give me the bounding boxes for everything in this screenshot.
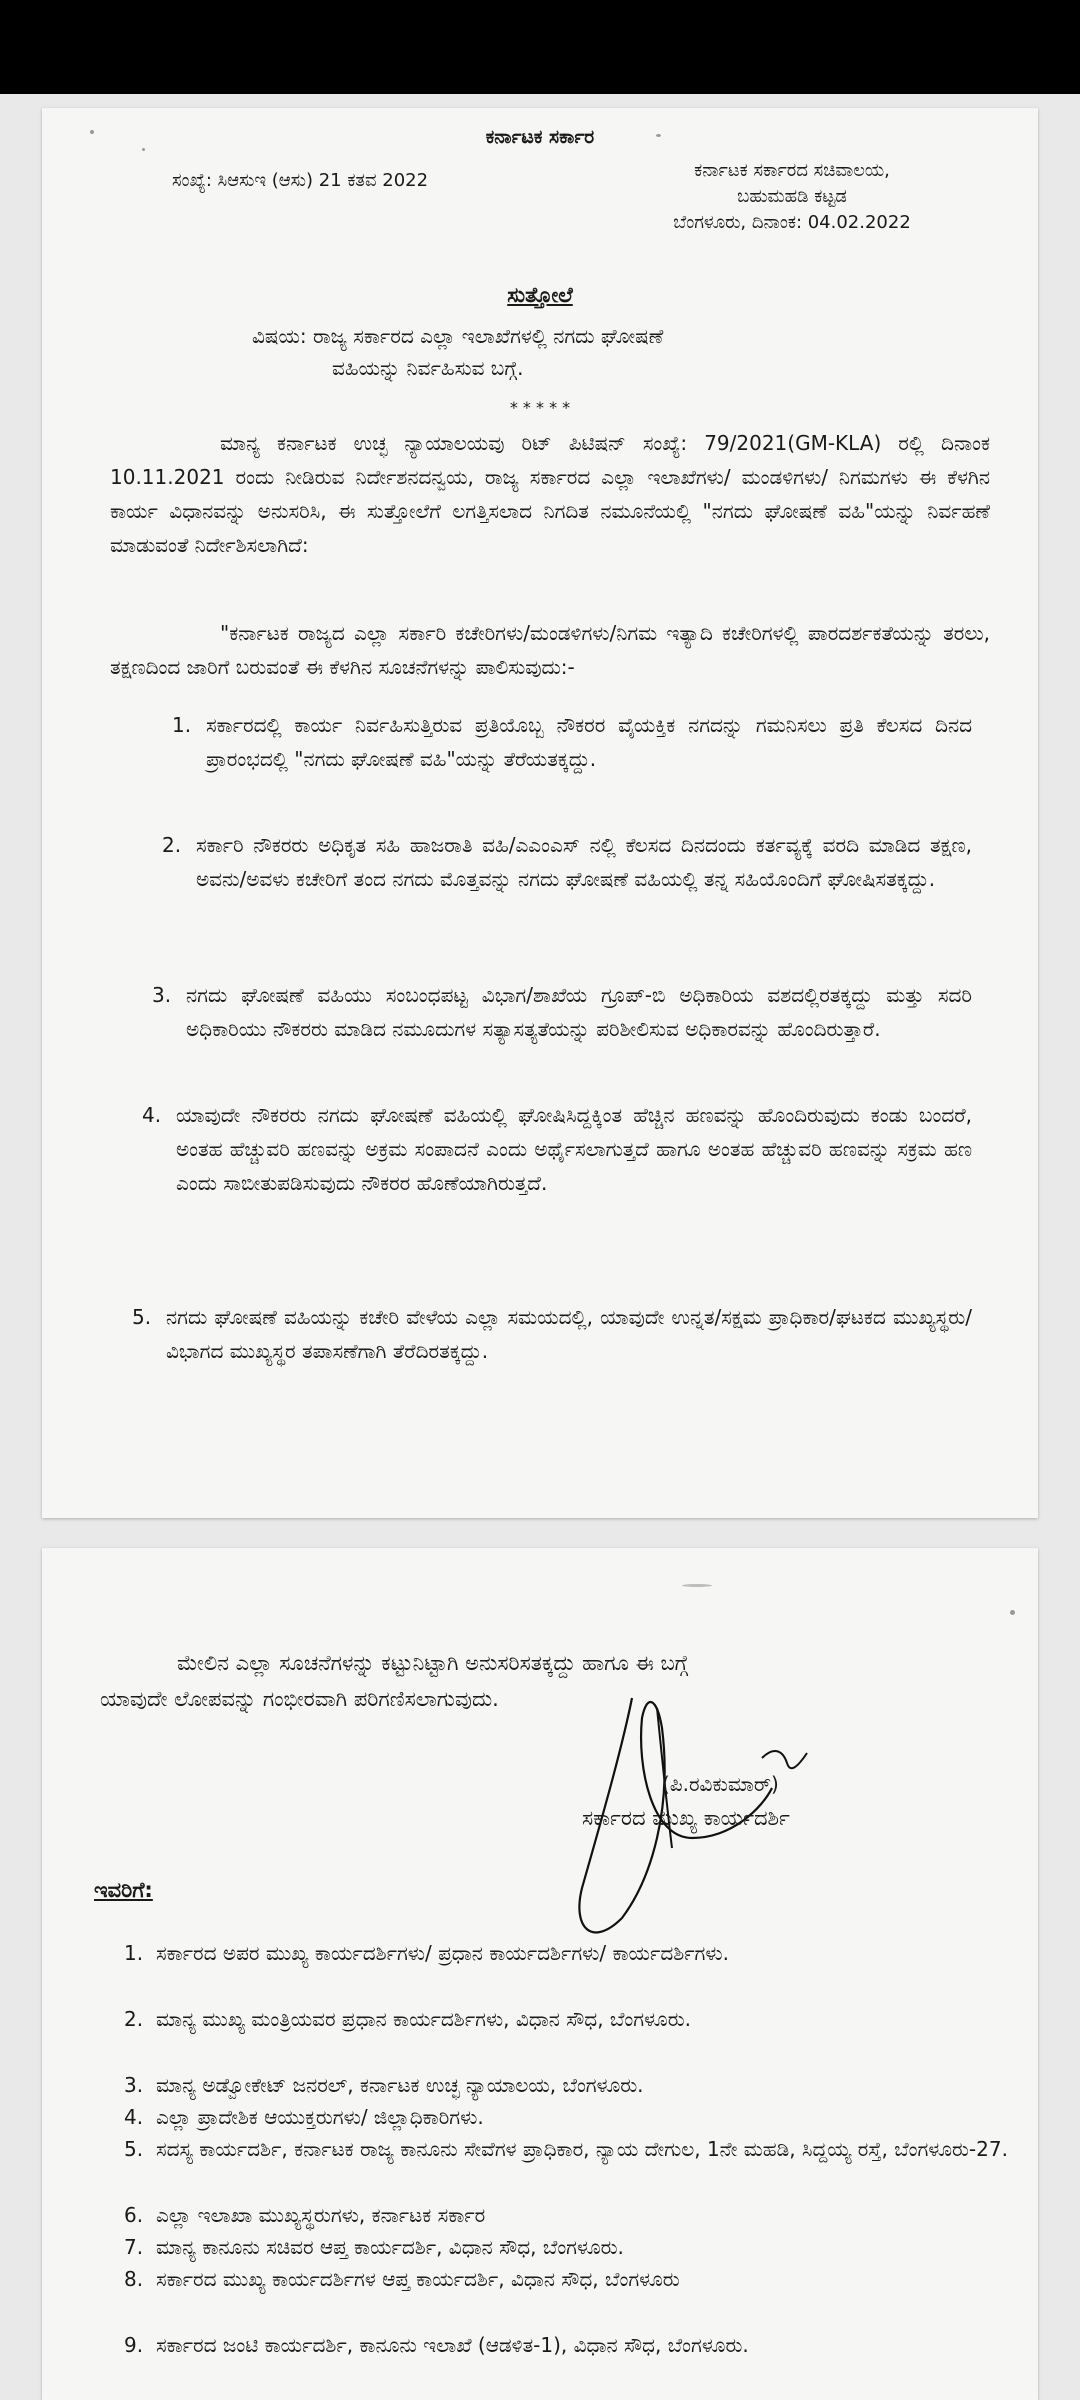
address-line: ಬೆಂಗಳೂರು, ದಿನಾಂಕ: 04.02.2022: [673, 212, 911, 233]
list-text: ಸರ್ಕಾರಿ ನೌಕರರು ಅಧಿಕೃತ ಸಹಿ ಹಾಜರಾತಿ ವಹಿ/ಎಎಂಎಸ್ ನಲ್ಲಿ ಕೆಲಸದ ದಿನದಂದು ಕರ್ತವ್ಯಕ್ಕೆ ವರದಿ ಮಾಡಿದ ತಕ್ಷಣ, ಅವನು/ಅವಳು ಕಚೇರಿಗೆ ತಂದ ನಗದು ಮೊತ್ತವನ್ನು ನಗದು ಘೋಷಣೆ ವಹಿಯಲ್ಲಿ ತನ್ನ ಸಹಿಯೊಂದಿಗೆ ಘೋಷಿಸತಕ್ಕದ್ದು.: [196, 833, 972, 891]
list-number: 8.: [124, 2267, 144, 2291]
subject-line: ವಿಷಯ: ರಾಜ್ಯ ಸರ್ಕಾರದ ಎಲ್ಲಾ ಇಲಾಖೆಗಳಲ್ಲಿ ನಗದು ಘೋಷಣೆ: [252, 324, 664, 348]
signatory-title: ಸರ್ಕಾರದ ಮುಖ್ಯ ಕಾರ್ಯದರ್ಶಿ: [582, 1806, 790, 1830]
reference-number: ಸಂಖ್ಯೆ: ಸಿಆಸುಇ (ಆಸು) 21 ಕತವ 2022: [172, 170, 429, 191]
scan-speck: [1010, 1610, 1015, 1615]
page-header: ಕರ್ನಾಟಕ ಸರ್ಕಾರ: [485, 126, 595, 148]
list-text: ಸರ್ಕಾರದ ಜಂಟಿ ಕಾರ್ಯದರ್ಶಿ, ಕಾನೂನು ಇಲಾಖೆ (ಆಡಳಿತ-1), ವಿಧಾನ ಸೌಧ, ಬೆಂಗಳೂರು.: [156, 2333, 749, 2357]
subject-line: ವಹಿಯನ್ನು ನಿರ್ವಹಿಸುವ ಬಗ್ಗೆ.: [332, 356, 524, 380]
list-text: ಸರ್ಕಾರದ ಮುಖ್ಯ ಕಾರ್ಯದರ್ಶಿಗಳ ಆಪ್ತ ಕಾರ್ಯದರ್ಶಿ, ವಿಧಾನ ಸೌಧ, ಬೆಂಗಳೂರು: [156, 2267, 680, 2291]
subject: [252, 320, 663, 384]
list-number: 2.: [124, 2007, 144, 2031]
document-page-2: [42, 1548, 1038, 2400]
signatory-name: (ಪಿ.ರವಿಕುಮಾರ್): [662, 1772, 779, 1796]
list-text: ಮಾನ್ಯ ಅಡ್ವೋಕೇಟ್ ಜನರಲ್, ಕರ್ನಾಟಕ ಉಚ್ಛ ನ್ಯಾಯಾಲಯ, ಬೆಂಗಳೂರು.: [156, 2073, 644, 2097]
list-number: 7.: [124, 2235, 144, 2259]
status-bar: [0, 0, 1080, 94]
list-text: ಸರ್ಕಾರದಲ್ಲಿ ಕಾರ್ಯ ನಿರ್ವಹಿಸುತ್ತಿರುವ ಪ್ರತಿಯೊಬ್ಬ ನೌಕರರ ವೈಯಕ್ತಿಕ ನಗದನ್ನು ಗಮನಿಸಲು ಪ್ರತಿ ಕೆಲಸದ ದಿನದ ಪ್ರಾರಂಭದಲ್ಲಿ "ನಗದು ಘೋಷಣೆ ವಹಿ"ಯನ್ನು ತೆರೆಯತಕ್ಕದ್ದು.: [206, 713, 972, 771]
list-number: 3.: [124, 2073, 144, 2097]
recipients-label: ಇವರಿಗೆ:: [94, 1878, 153, 1902]
list-number: 2.: [162, 833, 182, 857]
list-number: 4.: [142, 1103, 162, 1127]
list-number: 6.: [124, 2203, 144, 2227]
list-number: 5.: [124, 2137, 144, 2161]
list-text: ಮಾನ್ಯ ಕಾನೂನು ಸಚಿವರ ಆಪ್ತ ಕಾರ್ಯದರ್ಶಿ, ವಿಧಾನ ಸೌಧ, ಬೆಂಗಳೂರು.: [156, 2235, 624, 2259]
list-text: ನಗದು ಘೋಷಣೆ ವಹಿಯು ಸಂಬಂಧಪಟ್ಟ ವಿಭಾಗ/ಶಾಖೆಯ ಗ್ರೂಪ್-ಬಿ ಅಧಿಕಾರಿಯ ವಶದಲ್ಲಿರತಕ್ಕದ್ದು ಮತ್ತು ಸದರಿ ಅಧಿಕಾರಿಯು ನೌಕರರು ಮಾಡಿದ ನಮೂದುಗಳ ಸತ್ಯಾಸತ್ಯತೆಯನ್ನು ಪರಿಶೀಲಿಸುವ ಅಧಿಕಾರವನ್ನು ಹೊಂದಿರುತ್ತಾರೆ.: [186, 983, 972, 1041]
document-page-1: [42, 108, 1038, 1518]
list-text: ಸರ್ಕಾರದ ಅಪರ ಮುಖ್ಯ ಕಾರ್ಯದರ್ಶಿಗಳು/ ಪ್ರಧಾನ ಕಾರ್ಯದರ್ಶಿಗಳು/ ಕಾರ್ಯದರ್ಶಿಗಳು.: [156, 1941, 729, 1965]
closing-line: ಯಾವುದೇ ಲೋಪವನ್ನು ಗಂಭೀರವಾಗಿ ಪರಿಗಣಿಸಲಾಗುವುದು.: [100, 1687, 499, 1711]
list-text: ಮಾನ್ಯ ಮುಖ್ಯ ಮಂತ್ರಿಯವರ ಪ್ರಧಾನ ಕಾರ್ಯದರ್ಶಿಗಳು, ವಿಧಾನ ಸೌಧ, ಬೆಂಗಳೂರು.: [156, 2007, 691, 2031]
instruction-paragraph: "ಕರ್ನಾಟಕ ರಾಜ್ಯದ ಎಲ್ಲಾ ಸರ್ಕಾರಿ ಕಚೇರಿಗಳು/ಮಂಡಳಿಗಳು/ನಿಗಮ ಇತ್ಯಾದಿ ಕಚೇರಿಗಳಲ್ಲಿ ಪಾರದರ್ಶಕತೆಯನ್ನು ತರಲು, ತಕ್ಷಣದಿಂದ ಜಾರಿಗೆ ಬರುವಂತೆ ಈ ಕೆಳಗಿನ ಸೂಚನೆಗಳನ್ನು ಪಾಲಿಸುವುದು:-: [110, 621, 990, 679]
list-number: 1.: [124, 1941, 144, 1965]
separator-stars: * * * * *: [509, 398, 571, 417]
list-text: ಎಲ್ಲಾ ಇಲಾಖಾ ಮುಖ್ಯಸ್ಥರುಗಳು, ಕರ್ನಾಟಕ ಸರ್ಕಾರ: [156, 2203, 486, 2227]
office-address: [622, 158, 962, 236]
list-text: ಯಾವುದೇ ನೌಕರರು ನಗದು ಘೋಷಣೆ ವಹಿಯಲ್ಲಿ ಘೋಷಿಸಿದ್ದಕ್ಕಿಂತ ಹೆಚ್ಚಿನ ಹಣವನ್ನು ಹೊಂದಿರುವುದು ಕಂಡು ಬಂದರೆ, ಅಂತಹ ಹೆಚ್ಚುವರಿ ಹಣವನ್ನು ಅಕ್ರಮ ಸಂಪಾದನೆ ಎಂದು ಅರ್ಥೈಸಲಾಗುತ್ತದೆ ಹಾಗೂ ಅಂತಹ ಹೆಚ್ಚುವರಿ ಹಣವನ್ನು ಸಕ್ರಮ ಹಣ ಎಂದು ಸಾಬೀತುಪಡಿಸುವುದು ನೌಕರರ ಹೊಣೆಯಾಗಿರುತ್ತದೆ.: [176, 1103, 972, 1195]
list-text: ಎಲ್ಲಾ ಪ್ರಾದೇಶಿಕ ಆಯುಕ್ತರುಗಳು/ ಜಿಲ್ಲಾಧಿಕಾರಿಗಳು.: [156, 2105, 484, 2129]
list-number: 9.: [124, 2333, 144, 2357]
list-number: 3.: [152, 983, 172, 1007]
list-text: ಸದಸ್ಯ ಕಾರ್ಯದರ್ಶಿ, ಕರ್ನಾಟಕ ರಾಜ್ಯ ಕಾನೂನು ಸೇವೆಗಳ ಪ್ರಾಧಿಕಾರ, ನ್ಯಾಯ ದೇಗುಲ, 1ನೇ ಮಹಡಿ, ಸಿದ್ದಯ್ಯ ರಸ್ತೆ, ಬೆಂಗಳೂರು-27.: [156, 2137, 1008, 2161]
list-number: 4.: [124, 2105, 144, 2129]
list-text: ನಗದು ಘೋಷಣೆ ವಹಿಯನ್ನು ಕಚೇರಿ ವೇಳೆಯ ಎಲ್ಲಾ ಸಮಯದಲ್ಲಿ, ಯಾವುದೇ ಉನ್ನತ/ಸಕ್ಷಮ ಪ್ರಾಧಿಕಾರ/ಘಟಕದ ಮುಖ್ಯಸ್ಥರು/ ವಿಭಾಗದ ಮುಖ್ಯಸ್ಥರ ತಪಾಸಣೆಗಾಗಿ ತೆರೆದಿರತಕ್ಕದ್ದು.: [166, 1305, 972, 1363]
scan-speck: [142, 148, 145, 151]
list-number: 1.: [172, 713, 192, 737]
list-number: 5.: [132, 1305, 152, 1329]
intro-paragraph: ಮಾನ್ಯ ಕರ್ನಾಟಕ ಉಚ್ಛ ನ್ಯಾಯಾಲಯವು ರಿಟ್ ಪಿಟಿಷನ್ ಸಂಖ್ಯೆ: 79/2021(GM-KLA) ರಲ್ಲಿ ದಿನಾಂಕ 10.11.2021 ರಂದು ನೀಡಿರುವ ನಿರ್ದೇಶನದನ್ವಯ, ರಾಜ್ಯ ಸರ್ಕಾರದ ಎಲ್ಲಾ ಇಲಾಖೆಗಳು/ ಮಂಡಳಿಗಳು/ ನಿಗಮಗಳು ಈ ಕೆಳಗಿನ ಕಾರ್ಯ ವಿಧಾನವನ್ನು ಅನುಸರಿಸಿ, ಈ ಸುತ್ತೋಲೆಗೆ ಲಗತ್ತಿಸಲಾದ ನಿಗದಿತ ನಮೂನೆಯಲ್ಲಿ "ನಗದು ಘೋಷಣೆ ವಹಿ"ಯನ್ನು ನಿರ್ವಹಣೆ ಮಾಡುವಂತೆ ನಿರ್ದೇಶಿಸಲಾಗಿದೆ:: [110, 431, 990, 557]
scan-speck: [682, 1584, 712, 1587]
address-line: ಬಹುಮಹಡಿ ಕಟ್ಟಡ: [737, 186, 847, 207]
document-title: ಸುತ್ತೋಲೆ: [507, 283, 573, 307]
closing-line: ಮೇಲಿನ ಎಲ್ಲಾ ಸೂಚನೆಗಳನ್ನು ಕಟ್ಟುನಿಟ್ಟಾಗಿ ಅನುಸರಿಸತಕ್ಕದ್ದು ಹಾಗೂ ಈ ಬಗ್ಗೆ: [177, 1651, 689, 1675]
address-line: ಕರ್ನಾಟಕ ಸರ್ಕಾರದ ಸಚಿವಾಲಯ,: [694, 160, 890, 181]
